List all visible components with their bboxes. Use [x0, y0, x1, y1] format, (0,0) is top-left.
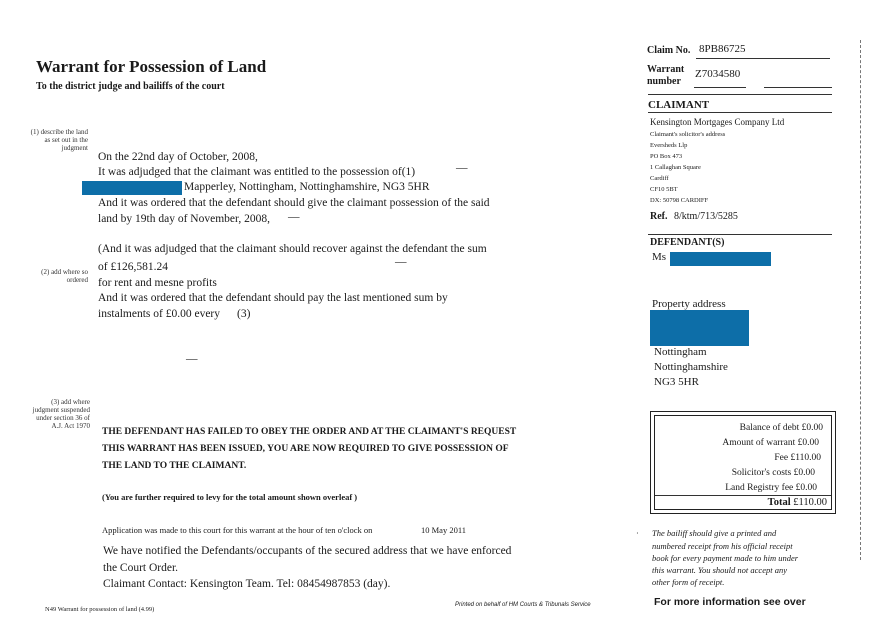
margin-note-suspended: (3) add where judgment suspended under section 36 of A.J. Act 1970 — [32, 398, 90, 430]
notice-line-2: THIS WARRANT HAS BEEN ISSUED, YOU ARE NOW REQUIRED TO GIVE POSSESSION OF — [102, 444, 509, 454]
judgment-date: On the 22nd day of October, 2008, — [98, 151, 258, 163]
solicitor-address-line: Cardiff — [650, 175, 669, 182]
dash-mark: — — [186, 353, 198, 365]
bailiff-note-line: numbered receipt from his official receipt — [652, 541, 793, 551]
fee-value: £110.00 — [793, 497, 827, 508]
fee-label: Solicitor's costs — [731, 468, 792, 478]
claimant-contact: Claimant Contact: Kensington Team. Tel: 08454987853 (day). — [103, 578, 391, 590]
dash-mark: — — [395, 256, 407, 268]
solicitor-address-line: DX: 50798 CARDIFF — [650, 197, 709, 204]
form-id: N49 Warrant for possession of land (4.99) — [45, 606, 155, 613]
margin-note-ordered: (2) add where so ordered — [41, 268, 88, 284]
page-subtitle: To the district judge and bailiffs of the court — [36, 81, 225, 92]
fee-row-total — [768, 497, 827, 508]
solicitor-label: Claimant's solicitor's address — [650, 131, 726, 138]
claimant-heading: CLAIMANT — [648, 99, 710, 111]
bailiff-note-line: The bailiff should give a printed and — [652, 528, 777, 538]
property-address-line: NG3 5HR — [654, 376, 699, 388]
judgment-sum: of £126,581.24 — [98, 261, 168, 273]
ref-label: Ref. — [650, 211, 668, 222]
property-label: Property address — [652, 298, 726, 310]
claimant-name: Kensington Mortgages Company Ltd — [650, 117, 785, 127]
bailiff-note-line: this warrant. You should not accept any — [652, 565, 787, 575]
fee-value: £0.00 — [793, 468, 815, 478]
printed-by: Printed on behalf of HM Courts & Tribunals Service — [455, 602, 591, 608]
defendant-heading: DEFENDANT(S) — [650, 237, 725, 248]
judgment-possession: It was adjudged that the claimant was entitled to the possession of(1) — [98, 166, 416, 178]
bullet-mark: · — [636, 528, 639, 538]
defendant-title: Ms — [652, 251, 667, 263]
divider — [648, 234, 832, 235]
margin-note-land: (1) describe the land as set out in the judgment — [30, 128, 88, 152]
fee-label: Balance of debt — [739, 423, 800, 433]
redacted-defendant-name — [670, 252, 771, 266]
fee-label: Land Registry fee — [725, 483, 794, 493]
enforcement-line-1: We have notified the Defendants/occupants of the secured address that we have enforced — [103, 545, 512, 557]
bailiff-note-line: book for every payment made to him under — [652, 553, 799, 563]
fee-value: £0.00 — [801, 423, 823, 433]
notice-levy: (You are further required to levy for the total amount shown overleaf ) — [102, 492, 358, 502]
solicitor-address-line: PO Box 473 — [650, 153, 683, 160]
claim-no: 8PB86725 — [699, 43, 746, 55]
ref-value: 8/ktm/713/5285 — [674, 211, 738, 222]
judgment-address: Mapperley, Nottingham, Nottinghamshire, NG3 5HR — [184, 181, 430, 193]
divider — [696, 58, 830, 59]
fee-label: Fee — [774, 453, 789, 463]
page-title: Warrant for Possession of Land — [36, 57, 267, 76]
redacted-address — [82, 181, 182, 195]
application-text: Application was made to this court for this warrant at the hour of ten o'clock on — [102, 525, 373, 535]
judgment-order: And it was ordered that the defendant should give the claimant possession of the said — [98, 197, 490, 209]
divider — [694, 87, 746, 88]
warrant-label-1: Warrant — [647, 64, 685, 75]
fee-label: Amount of warrant — [722, 438, 796, 448]
redacted-property-address — [650, 310, 749, 346]
fee-label: Total — [767, 497, 791, 508]
judgment-deadline: land by 19th day of November, 2008, — [98, 213, 271, 225]
solicitor-address-line: CF10 5BT — [650, 186, 678, 193]
fee-value: £0.00 — [797, 438, 819, 448]
divider — [655, 495, 831, 496]
enforcement-line-2: the Court Order. — [103, 562, 179, 574]
fee-value: £0.00 — [795, 483, 817, 493]
solicitor-address-line: 1 Callaghan Square — [650, 164, 701, 171]
dash-mark: — — [456, 162, 468, 174]
judgment-rent: for rent and mesne profits — [98, 277, 217, 289]
judgment-ref: (3) — [237, 308, 251, 320]
fee-row-fee — [774, 453, 821, 463]
fee-row-warrant — [722, 438, 819, 448]
fee-value: £110.00 — [790, 453, 821, 463]
solicitor-address-line: Eversheds Llp — [650, 142, 688, 149]
property-address-line: Nottingham — [654, 346, 707, 358]
dash-mark: — — [288, 211, 300, 223]
divider — [648, 94, 832, 95]
judgment-instalments: instalments of £0.00 every — [98, 308, 221, 320]
fees-inner — [654, 415, 832, 510]
fee-row-balance — [740, 423, 823, 433]
fees-box — [650, 411, 836, 514]
divider — [764, 87, 832, 88]
notice-line-3: THE LAND TO THE CLAIMANT. — [102, 461, 247, 471]
claim-no-label: Claim No. — [647, 45, 691, 56]
judgment-sum-intro: (And it was adjudged that the claimant should recover against the defendant the sum — [98, 243, 487, 255]
notice-line-1: THE DEFENDANT HAS FAILED TO OBEY THE ORDER AND AT THE CLAIMANT'S REQUEST — [102, 427, 517, 437]
bailiff-note-line: other form of receipt. — [652, 577, 725, 587]
warrant-no: Z7034580 — [695, 68, 741, 80]
judgment-pay: And it was ordered that the defendant should pay the last mentioned sum by — [98, 292, 448, 304]
more-info: For more information see over — [654, 596, 806, 608]
fee-row-solicitor — [732, 468, 815, 478]
divider — [648, 112, 832, 113]
application-date: 10 May 2011 — [421, 525, 467, 535]
warrant-label-2: number — [647, 76, 681, 87]
page-edge — [860, 40, 863, 560]
property-address-line: Nottinghamshire — [654, 361, 728, 373]
fee-row-land — [725, 483, 817, 493]
